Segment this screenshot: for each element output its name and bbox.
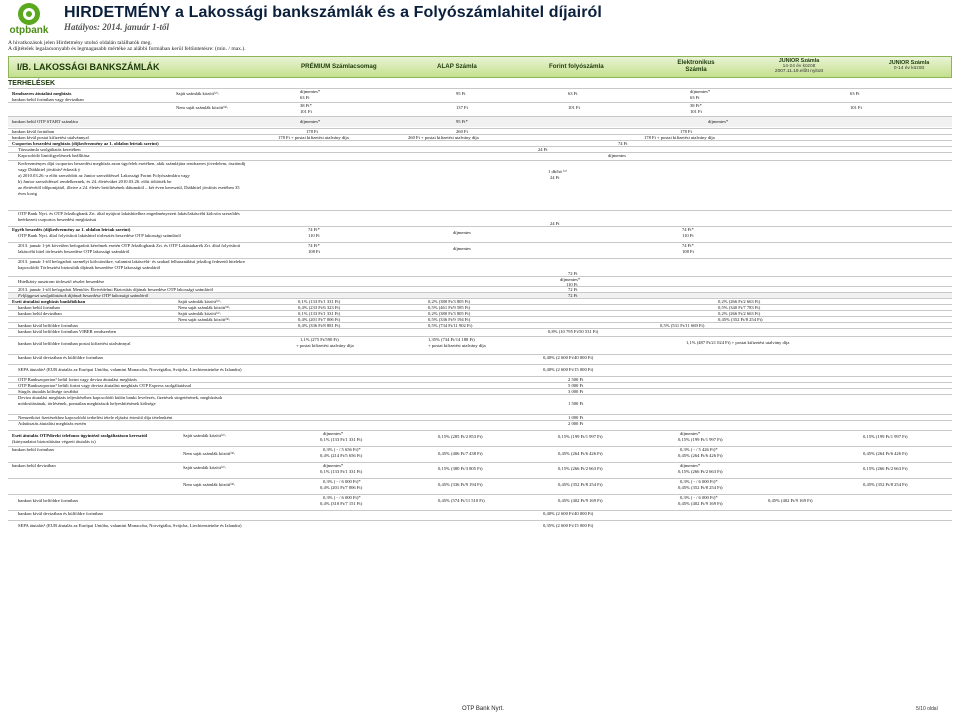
table-cell: OTP Bankszoporton⁷ belül forint vagy deviza átutalási megbízás	[18, 377, 137, 382]
table-cell: 0,2% (266 Ft/2 663 Ft)	[718, 311, 761, 316]
table-cell: 0,5% (340 Ft/7 783 Ft)	[718, 305, 761, 310]
table-row	[8, 520, 952, 529]
table-cell: bankon belül forintban	[12, 447, 54, 452]
table-cell: 0,45% (352 Ft/8 254 Ft)	[558, 482, 603, 487]
table-cell: OTP Bank Nyrt. és OTP Jelzálogbank Zrt. által nyújtott lakáshitelhez engedményezett lakás/lakáscélú kölcsön szerződés	[18, 211, 240, 216]
table-cell: 1,1% (487 Ft/21 024 Ft) + postai kifizetési utalvány díja	[686, 340, 790, 345]
table-cell: 0,1% (133 Ft/1 331 Ft)	[320, 437, 363, 442]
table-cell: 0,2% (380 Ft/3 805 Ft)	[428, 299, 471, 304]
table-cell: 1,35% (734 Ft/14 188 Ft)	[428, 337, 475, 342]
table-cell: Saját számlák között⁽²⁾:	[183, 433, 226, 438]
table-cell: vagy Diákhitel jóváírás² érkezik ÿ	[18, 167, 81, 172]
table-cell: 0,2% (266 Ft/2 663 Ft)	[718, 299, 761, 304]
table-row	[8, 446, 952, 461]
table-cell: módosításának, törlésének, pontatlan megbízások helyesbítésének költsége	[18, 401, 156, 406]
table-cell: bankon kívül belföldre forintban	[18, 323, 78, 328]
table-cell: Eseti átutalás OTPdirekt telefonos ügyintéző szolgáltatáson keresztül	[12, 433, 148, 438]
table-cell: Felfüggeszt szolgáltatások díjának beszedése OTP lakossági számláról	[18, 293, 149, 298]
table-cell: 0,45% (264 Ft/6 426 Ft)	[863, 451, 908, 456]
table-cell: Nem saját számlák között⁽⁸⁾:	[178, 305, 231, 310]
table-cell: díjmentes*	[680, 463, 701, 468]
table-cell: 72 Ft	[568, 293, 578, 298]
section-title: TERHELÉSEK	[8, 80, 56, 87]
table-cell: 0,3% ( - / 5 426 Ft)*	[680, 447, 718, 452]
table-cell: 1 db/hó ⁽³⁾	[548, 169, 567, 174]
table-cell: bankon kívül devizában és külföldre forintban	[18, 355, 103, 360]
table-cell: 0,1% (133 Ft/1 331 Ft)	[298, 311, 341, 316]
page-subtitle: Hatályos: 2014. január 1-től	[64, 22, 170, 32]
table-cell: 0,45% (574 Ft/11 510 Ft)	[438, 498, 485, 503]
col-premium: PRÉMIUM Számlacsomag	[301, 63, 377, 70]
col-junior-sub1: 14-24 év között	[782, 64, 816, 69]
table-row	[8, 354, 952, 361]
table-cell: 24 Ft	[538, 147, 548, 152]
table-cell: 38 Ft*	[690, 103, 702, 108]
table-cell: 0,1% (133 Ft/1 331 Ft)	[298, 299, 341, 304]
table-cell: 108 Ft	[308, 249, 320, 254]
table-cell: 101 Ft	[690, 109, 702, 114]
table-cell: 0,45% (402 Ft/9 169 Ft)	[678, 501, 723, 506]
table-cell: Saját számlák között⁽²⁾:	[178, 311, 221, 316]
page-number-label: oldal	[927, 706, 938, 712]
table-cell: 72 Ft	[568, 287, 578, 292]
table-row	[8, 420, 952, 427]
table-cell: 5 000 Ft	[568, 383, 584, 388]
table-cell: Társszámla szolgáltatás keretében	[18, 147, 81, 152]
table-cell: beérkezett csoportos beszedési megbízásai	[18, 217, 97, 222]
table-cell: Eseti átutalási megbízás bankfiókban	[12, 299, 86, 304]
table-cell: 0,45% (406 Ft/7 438 Ft)	[438, 451, 483, 456]
table-cell: Sürgős átutalás költsége továbbá	[18, 389, 79, 394]
table-cell: kapcsolódó Törlesztési biztosíták díjának beszedése OTP lakossági számláról	[18, 265, 161, 270]
table-row	[8, 364, 952, 373]
table-cell: lakáscélú hitel törlesztés beszedése OTP lakossági számláról	[18, 249, 130, 254]
col-junior-0-14	[869, 60, 949, 71]
table-cell: Egyéb beszedés (díjkedvezmény az 1. oldalon leírtak szerint)	[12, 227, 131, 232]
col-junior-sub-2: 0-14 év között	[893, 66, 925, 71]
table-cell: 178 Ft + postai kifizetési utalvány díja	[644, 135, 715, 140]
table-cell: 0,40% (2 600 Ft/15 000 Ft)	[543, 367, 594, 372]
table-cell: díjmentes	[453, 230, 471, 235]
table-row	[8, 152, 952, 159]
table-cell: Rendszeres átutalási megbízás	[12, 91, 72, 96]
table-cell: 95 Ft	[456, 91, 466, 96]
table-cell: 110 Ft	[682, 233, 694, 238]
table-cell: 0,5% (461 Ft/9 585 Ft)	[428, 305, 471, 310]
table-cell: bankon kívül belföldre forintban postai kifizetési utalvánnyal	[18, 341, 131, 346]
table-cell: 38 Ft*	[300, 103, 312, 108]
table-cell: 0,45% (352 Ft/8 254 Ft)	[863, 482, 908, 487]
table-row	[8, 210, 952, 225]
table-cell: Nem saját számlák között⁽⁸⁾:	[178, 317, 231, 322]
table-cell: 74 Ft*	[308, 227, 320, 232]
table-cell: 0,8% (10 795 Ft/50 531 Ft)	[548, 329, 599, 334]
otpbank-logo	[4, 2, 54, 36]
col-junior-sub2: 2007.11.19.előtt nyitott	[774, 69, 824, 74]
table-cell: 95 Ft*	[456, 119, 468, 124]
table-cell: 0,3% ( - / 6 000 Ft)*	[680, 495, 718, 500]
col-forint: Forint folyószámla	[549, 63, 604, 70]
table-cell: Nem saját számlák között⁽⁸⁾:	[183, 451, 236, 456]
table-cell: bankon belül forintban vagy devizában	[12, 97, 84, 102]
table-cell: + postai kifizetési utalvány díja	[428, 343, 486, 348]
table-cell: OTP Bankszoporton⁷ belüli forint vagy deviza átutalási megbízás OTP Express szolgáltatással	[18, 383, 192, 388]
table-cell: 0,4% (201 Ft/7 006 Ft)	[320, 485, 363, 490]
table-cell: 0,45% (402 Ft/9 169 Ft)	[558, 498, 603, 503]
table-cell: bankon belül devizában	[12, 463, 56, 468]
table-row	[8, 462, 952, 477]
table-cell: díjmentes	[608, 153, 626, 158]
table-cell: 1 500 Ft	[568, 401, 584, 406]
table-row	[8, 276, 952, 285]
table-cell: 0,5% (336 Ft/9 194 Ft)	[428, 317, 471, 322]
table-cell: 2013. január 1-től befogadott Mentőöv Életvédelmi Biztosítás díjának beszedése OTP lakossági számláról	[18, 287, 214, 292]
table-row	[8, 478, 952, 493]
table-cell: 108 Ft	[682, 249, 694, 254]
table-cell: 0,15% (266 Ft/2 663 Ft)	[558, 466, 603, 471]
table-cell: 0,5% (531 Ft/11 669 Ft)	[660, 323, 705, 328]
table-cell: 24 Ft	[550, 175, 560, 180]
col-alap: ALAP Számla	[437, 63, 477, 70]
table-row	[8, 116, 952, 127]
table-cell: 0,2% (380 Ft/3 805 Ft)	[428, 311, 471, 316]
table-cell: 0,4% (233 Ft/6 323 Ft)	[298, 305, 341, 310]
table-cell: 0,45% (264 Ft/6 426 Ft)	[678, 453, 723, 458]
page-number	[916, 706, 938, 712]
table-cell: 0,40% (2 600 Ft/40 000 Ft)	[543, 355, 594, 360]
table-cell: 101 Ft	[850, 105, 862, 110]
table-row	[8, 430, 952, 445]
table-cell: díjmentes*	[323, 463, 344, 468]
table-cell: Nem saját számlák között⁽⁸⁾:	[176, 105, 229, 110]
table-cell: 2 500 Ft	[568, 377, 584, 382]
table-cell: a) 2010.03.26.-a előtt szerződött az Junior szerződéssel Lakossági Forint Folyószámlára vagy	[18, 173, 190, 178]
table-cell: 0,15% (266 Ft/2 663 Ft)	[678, 469, 723, 474]
table-cell: Kedvezményes díjú csoportos beszedési megbízás azon ügyfelek esetében, akik számlájára rendszeres jövedelem, ösztöndíj	[18, 161, 246, 166]
table-cell: éves korig	[18, 191, 38, 196]
table-cell: 74 Ft*	[682, 227, 694, 232]
table-cell: 0,3% ( - / 6 000 Ft)*	[680, 479, 718, 484]
table-row	[8, 242, 952, 257]
table-cell: 0,15% (380 Ft/3 805 Ft)	[438, 466, 483, 471]
section-heading: I/B. LAKOSSÁGI BANKSZÁMLÁK	[17, 62, 160, 72]
table-cell: 260 Ft	[456, 129, 468, 134]
table-cell: 74 Ft	[618, 141, 628, 146]
table-cell: 0,4% (214 Ft/5 656 Ft)	[320, 453, 363, 458]
table-cell: Nemzetközi fizetésekhez kapcsolódó terhelési tétele eljárási értesítő díja tételenként	[18, 415, 173, 420]
table-cell: 0,4% (201 Ft/7 006 Ft)	[298, 317, 341, 322]
table-cell: díjmentes*	[680, 431, 701, 436]
table-cell: bankon kívül devizában és külföldre forintban	[18, 511, 103, 516]
table-row	[8, 394, 952, 413]
page-number-value: 5/10	[916, 706, 926, 712]
table-cell: bankon belül OTP START számlára	[12, 119, 78, 124]
table-cell: Kapcsolódó limitfigyelésnek beállítása	[18, 153, 90, 158]
table-cell: 0,15% (199 Ft/1 997 Ft)	[678, 437, 723, 442]
table-cell: bankon belül forintban	[18, 305, 60, 310]
notice-line-2: A díjtételek legalacsonyabb és legmagasabb mértéke az alábbi formában kerül feltüntetésre: (min. / max.).	[8, 46, 246, 52]
col-junior-14-24	[759, 58, 839, 74]
table-cell: 74 Ft*	[308, 243, 320, 248]
table-cell: Csoportos beszedési megbízás (díjkedvezmény az 1. oldalon leírtak szerint)	[12, 141, 159, 146]
table-cell: SEPA átutalás⁶ (EUR átutalás az Európai Unióba, valamint Monacoba, Norvégiába, Svájcba, Liechtensteinbe és Izlandra)	[18, 523, 242, 528]
col-junior-title-2: JUNIOR Számla	[888, 60, 930, 66]
table-cell: bankon belül devizában	[18, 311, 62, 316]
table-cell: bankon kívül belföldre forintban	[18, 498, 78, 503]
table-cell: 0,45% (352 Ft/8 254 Ft)	[678, 485, 723, 490]
table-cell: 110 Ft	[308, 233, 320, 238]
table-cell: 0,4% (336 Ft/8 881 Ft)	[298, 323, 341, 328]
table-cell: díjmentes*	[300, 119, 321, 124]
table-cell: 0,35% (2 600 Ft/15 000 Ft)	[543, 523, 594, 528]
table-cell: 3 000 Ft	[568, 389, 584, 394]
table-cell: + postai kifizetési utalvány díja	[296, 343, 354, 348]
table-cell: Saját számlák között⁽²⁾:	[183, 465, 226, 470]
table-cell: Hitelkárty ausztrom törlesztő részlet beszedése	[18, 279, 105, 284]
table-row	[8, 328, 952, 335]
table-row	[8, 102, 952, 117]
table-cell: Nem saját számlák között⁽⁸⁾:	[183, 482, 236, 487]
table-cell: az életévétől időpontjától, illetve a 24. életév betöltésének dátumától – két éven keresztül, Diákhitel jóváírás esetében 35	[18, 185, 240, 190]
table-cell: díjmentes	[453, 246, 471, 251]
table-cell: 110 Ft	[566, 282, 578, 287]
table-cell: 0,5% (734 Ft/11 902 Ft)	[428, 323, 473, 328]
table-cell: 2013. január 1-jét követően befogadott kérelmek esetén OTP Jelzálogbank Zrt. és OTP Lakástakarék Zrt. által folyósított	[18, 243, 241, 248]
table-row	[8, 258, 952, 275]
table-cell: 0,15% (199 Ft/1 997 Ft)	[863, 434, 908, 439]
table-cell: 0,45% (264 Ft/6 426 Ft)	[558, 451, 603, 456]
table-cell: 260 Ft + postai kifizetési utalvány díja	[408, 135, 479, 140]
table-cell: 63 Ft	[300, 95, 310, 100]
table-cell: 63 Ft	[850, 91, 860, 96]
table-cell: 74 Ft*	[682, 243, 694, 248]
table-cell: 0,3% ( - / 5 656 Ft)*	[323, 447, 361, 452]
table-cell: OTP Bank Nyrt. által folyósított lakáshitel törlesztés beszedése OTP lakossági számláról	[18, 233, 181, 238]
table-cell: 2 000 Ft	[568, 421, 584, 426]
table-cell: 178 Ft	[680, 129, 692, 134]
table-cell: 0,15% (285 Ft/2 853 Ft)	[438, 434, 483, 439]
table-cell: bankon kívül postai kifizetési utalvánnyal	[12, 135, 89, 140]
table-cell: SEPA átutalás⁶ (EUR átutalás az Európai Unióba, valamint Monacoba, Norvégiába, Svájcba, Liechtensteinbe és Izlandra)	[18, 367, 242, 372]
table-cell: Deviza átutalási megbízás teljesítéséhez kapcsolódó külön banki levelezés, fizetések sürgetésének, megbízások	[18, 395, 223, 400]
table-cell: 178 Ft + postai kifizetési utalvány díja	[278, 135, 349, 140]
table-row	[8, 510, 952, 517]
table-cell: Saját számlák között⁽²⁾:	[178, 299, 221, 304]
table-cell: 101 Ft	[568, 105, 580, 110]
table-cell: 63 Ft	[690, 95, 700, 100]
table-cell: 24 Ft	[550, 221, 560, 226]
table-cell: díjmentes*	[300, 89, 321, 94]
table-cell: 0,3% ( - / 6 000 Ft)*	[323, 479, 361, 484]
table-cell: díjmentes*	[323, 431, 344, 436]
table-row	[8, 226, 952, 241]
table-cell: 1 000 Ft	[568, 415, 584, 420]
table-cell: 178 Ft	[306, 129, 318, 134]
col-junior-title: JUNIOR Számla	[778, 58, 820, 64]
table-header	[8, 56, 952, 78]
table-cell: bankon kívül belföldre forintban VIBER rendszerben	[18, 329, 117, 334]
table-cell: 72 Ft	[568, 271, 578, 276]
table-row	[8, 88, 952, 103]
page-title: HIRDETMÉNY a Lakossági bankszámlák és a Folyószámlahitel díjairól	[64, 4, 602, 21]
table-cell: 101 Ft	[300, 109, 312, 114]
table-cell: bankon kívül forintban	[12, 129, 55, 134]
table-cell: 0,15% (199 Ft/1 997 Ft)	[558, 434, 603, 439]
table-cell: 0,3% ( - / 6 000 Ft)*	[323, 495, 361, 500]
table-cell: 63 Ft	[568, 91, 578, 96]
footer-bank: OTP Bank Nyrt.	[462, 706, 504, 712]
table-row	[8, 494, 952, 509]
logo-text: otpbank	[9, 25, 49, 36]
table-cell: díjmentes*	[690, 89, 711, 94]
col-elektronikus: Elektronikus Számla	[677, 59, 715, 73]
table-cell: díjmentes*	[708, 119, 729, 124]
table-row	[8, 160, 952, 209]
table-cell: díjmentes*	[560, 277, 581, 282]
table-cell: 0,40% (2 600 Ft/40 000 Ft)	[543, 511, 594, 516]
table-cell: 0,45% (352 Ft/8 254 Ft)	[718, 317, 763, 322]
table-cell: Saját számlák között⁽²⁾:	[176, 91, 219, 96]
table-row	[8, 336, 952, 353]
table-cell: 0,1% (133 Ft/1 331 Ft)	[320, 469, 363, 474]
table-cell: 2013. január 1-től befogadott személyi kölcsönökre, valamint lakáscélú- és szabad felhasználású jelzálog fedezetű hitelekre	[18, 259, 245, 264]
table-cell: 137 Ft	[456, 105, 468, 110]
table-cell: 0,15% (266 Ft/2 663 Ft)	[863, 466, 908, 471]
notice-line-1: A hivatkozások jelen Hirdetmény utolsó oldalán találhatók meg.	[8, 40, 152, 46]
table-cell: 0,45% (402 Ft/9 169 Ft)	[768, 498, 813, 503]
table-cell: 0,4% (310 Ft/7 151 Ft)	[320, 501, 363, 506]
table-cell: b) Junior szerződéssel rendelkeznek, és 24. életévüket 2010.03.26. előtt töltötték be	[18, 179, 172, 184]
table-cell: Adattisztás átutalási megbízás esetén	[18, 421, 86, 426]
notice	[8, 40, 246, 52]
table-cell: 0,45% (336 Ft/9 194 Ft)	[438, 482, 483, 487]
table-cell: (kártyaadatot biztosítására végzett átutalás is)	[12, 439, 96, 444]
table-cell: 1,1% (275 Ft/590 Ft)	[300, 337, 339, 342]
